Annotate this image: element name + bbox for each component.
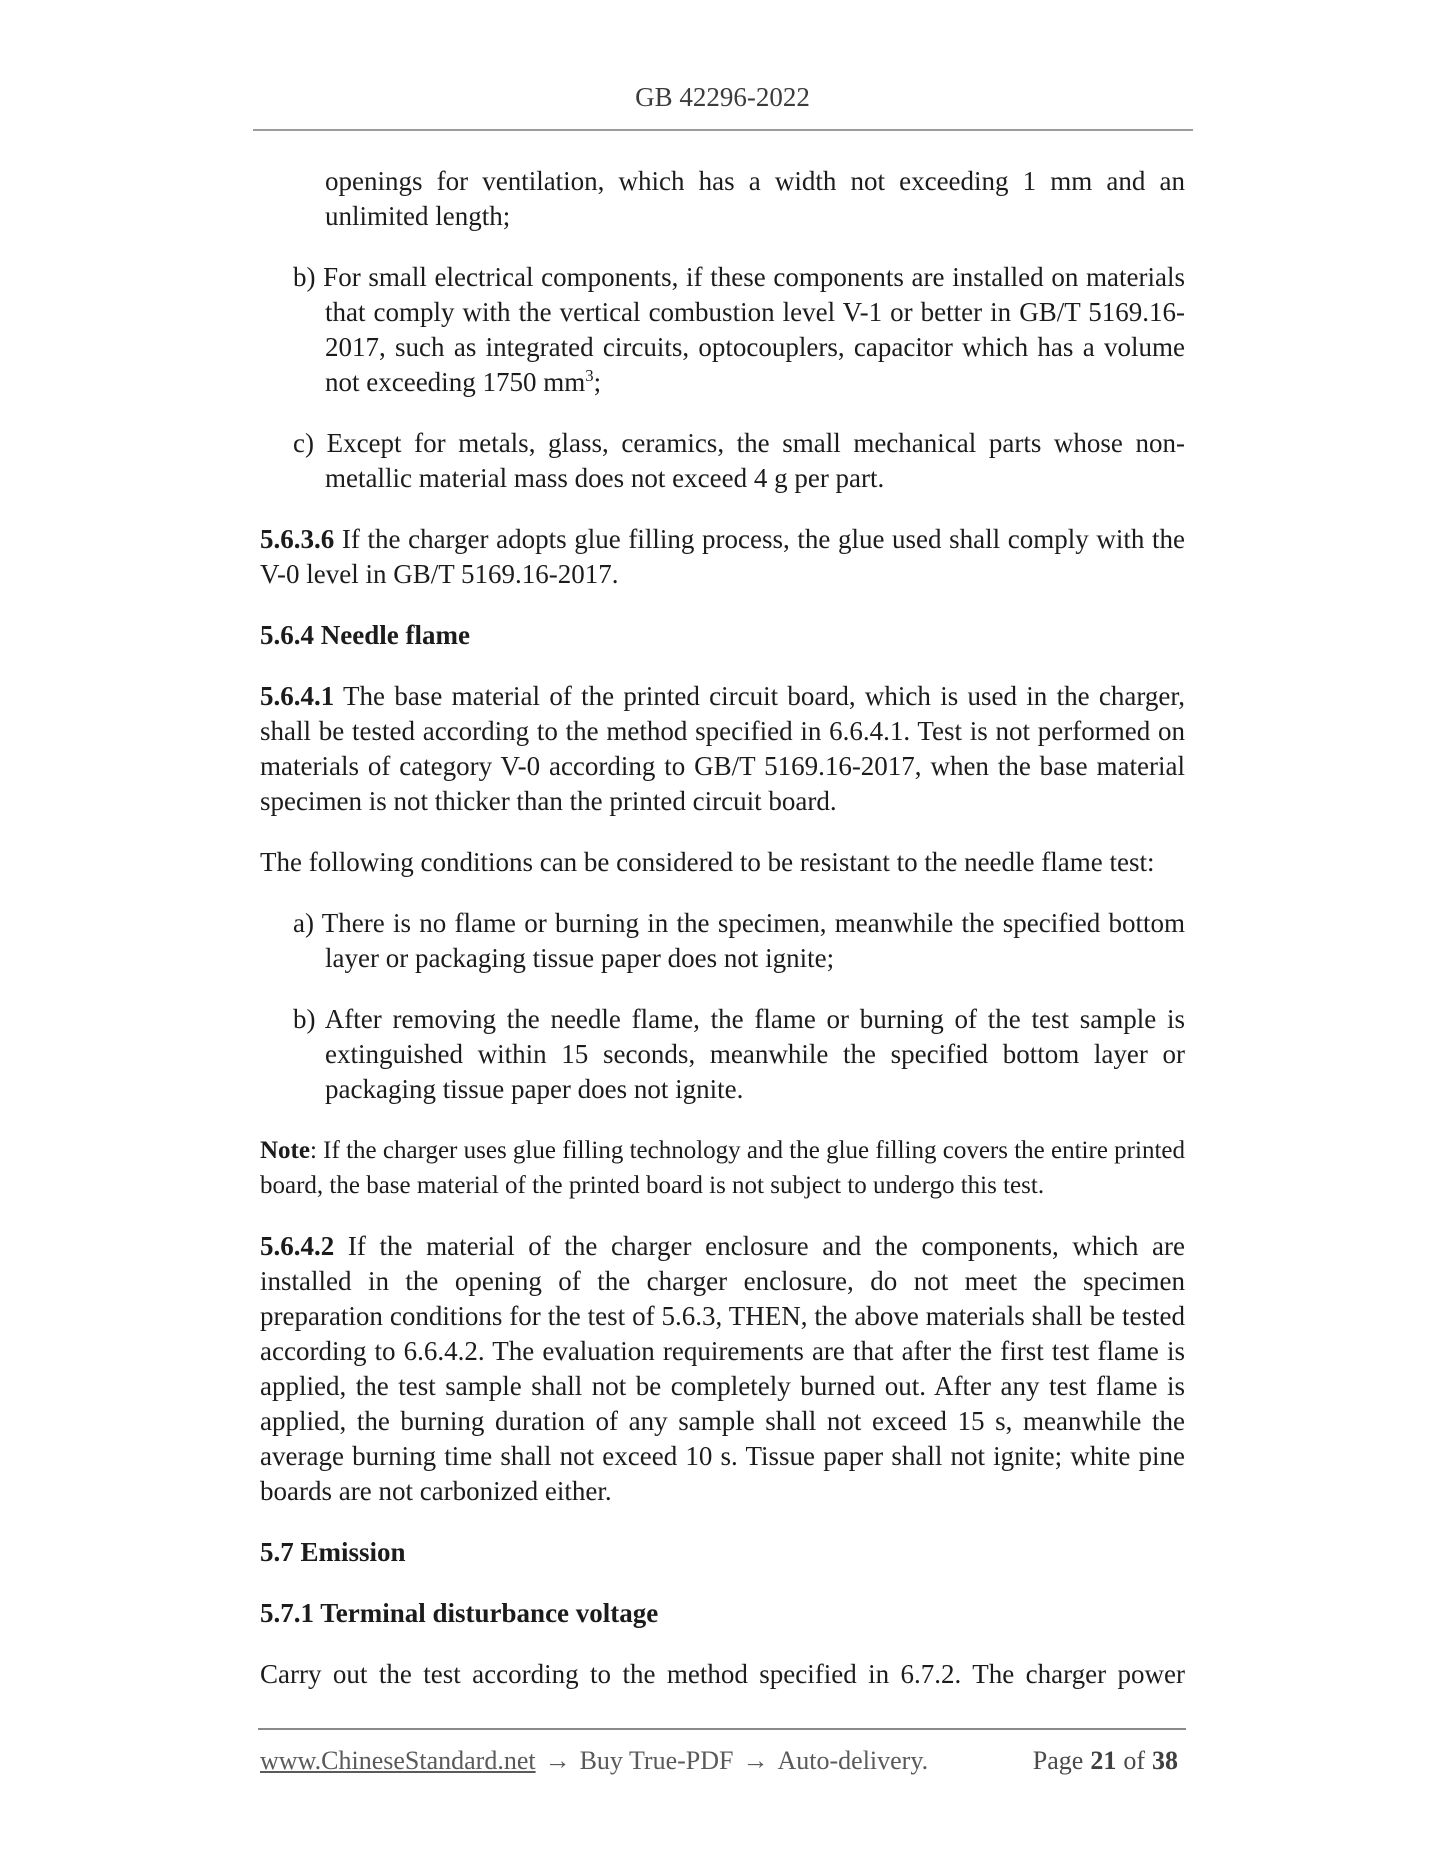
page-header-title: GB 42296-2022 <box>635 82 810 112</box>
paragraph-carry-out: Carry out the test according to the method specified in 6.7.2. The charger power <box>260 1659 1185 1689</box>
of-label: of <box>1123 1746 1145 1775</box>
current-page-number: 21 <box>1090 1746 1117 1775</box>
page-footer <box>260 1746 1185 1776</box>
list-marker: b) <box>293 262 316 292</box>
heading-5-7-1: 5.7.1 Terminal disturbance voltage <box>260 1598 659 1628</box>
paragraph-text: The base material of the printed circuit board, which is used in the charger, shall be tested according to the method specified in 6.6.4.1. Test is not performed on materials of category V-0 according to GB/T 5169.16-2017, when the base material specimen is not thicker than the printed circuit board. <box>260 681 1185 816</box>
list-marker: b) <box>293 1004 316 1034</box>
clause-number: 5.6.4.2 <box>260 1231 335 1261</box>
clause-number: 5.6.4.1 <box>260 681 335 711</box>
note-text: : If the charger uses glue filling technology and the glue filling covers the entire printed board, the base material of the printed board is not subject to undergo this test. <box>260 1137 1185 1199</box>
paragraph-text: If the charger adopts glue filling process, the glue used shall comply with the V-0 level in GB/T 5169.16-2017. <box>260 524 1185 589</box>
list-item-continuation: openings for ventilation, which has a width not exceeding 1 mm and an unlimited length; <box>325 166 1185 231</box>
superscript-exponent: 3 <box>585 366 594 385</box>
paragraph-following-conditions: The following conditions can be considered to be resistant to the needle flame test: <box>260 847 1155 877</box>
paragraph-5-6-4-1 <box>260 679 1185 819</box>
footer-buy-text: Buy True-PDF <box>579 1746 734 1775</box>
arrow-icon: → <box>742 1746 769 1775</box>
list-item-text: There is no flame or burning in the specimen, meanwhile the specified bottom layer or packaging tissue paper does not ignite; <box>313 908 1185 973</box>
list-item-text-tail: ; <box>593 367 602 397</box>
list-item-text: After removing the needle flame, the flame or burning of the test sample is extinguished within 15 seconds, meanwhile the specified bottom layer or packaging tissue paper does not ignite. <box>315 1004 1185 1104</box>
document-body <box>260 164 1185 1692</box>
list-item-c <box>260 426 1185 496</box>
footer-divider <box>258 1728 1186 1730</box>
note-paragraph <box>260 1133 1185 1203</box>
list-item-a <box>260 906 1185 976</box>
page-indicator <box>1033 1746 1185 1776</box>
clause-number: 5.6.3.6 <box>260 524 335 554</box>
note-label: Note <box>260 1137 310 1164</box>
total-page-number: 38 <box>1152 1746 1178 1775</box>
footer-source-line <box>260 1746 928 1776</box>
paragraph-5-6-4-2 <box>260 1229 1185 1509</box>
header-divider <box>253 129 1193 131</box>
list-marker: c) <box>293 428 314 458</box>
list-item-b <box>260 260 1185 400</box>
list-marker: a) <box>293 908 314 938</box>
list-item-b2 <box>260 1002 1185 1107</box>
paragraph-5-6-3-6 <box>260 522 1185 592</box>
list-item-text: Except for metals, glass, ceramics, the small mechanical parts whose non-metallic material mass does not exceed 4 g per part. <box>313 428 1185 493</box>
website-link[interactable]: www.ChineseStandard.net <box>260 1746 536 1775</box>
heading-5-6-4: 5.6.4 Needle flame <box>260 620 470 650</box>
arrow-icon: → <box>544 1746 571 1775</box>
heading-5-7: 5.7 Emission <box>260 1537 406 1567</box>
list-item-text: For small electrical components, if these components are installed on materials that comply with the vertical combustion level V-1 or better in GB/T 5169.16-2017, such as integrated circuits, optocouplers, capacitor which has a volume not exceeding 1750 mm <box>315 262 1185 397</box>
paragraph-text: If the material of the charger enclosure and the components, which are installed in the opening of the charger enclosure, do not meet the specimen preparation conditions for the test of 5.6.3, THEN, the above materials shall be tested according to 6.6.4.2. The evaluation requirements are that after the first test flame is applied, the test sample shall not be completely burned out. After any test flame is applied, the burning duration of any sample shall not exceed 15 s, meanwhile the average burning time shall not exceed 10 s. Tissue paper shall not ignite; white pine boards are not carbonized either. <box>260 1231 1185 1506</box>
page-label: Page <box>1032 1746 1084 1775</box>
footer-delivery-text: Auto-delivery. <box>777 1746 929 1775</box>
